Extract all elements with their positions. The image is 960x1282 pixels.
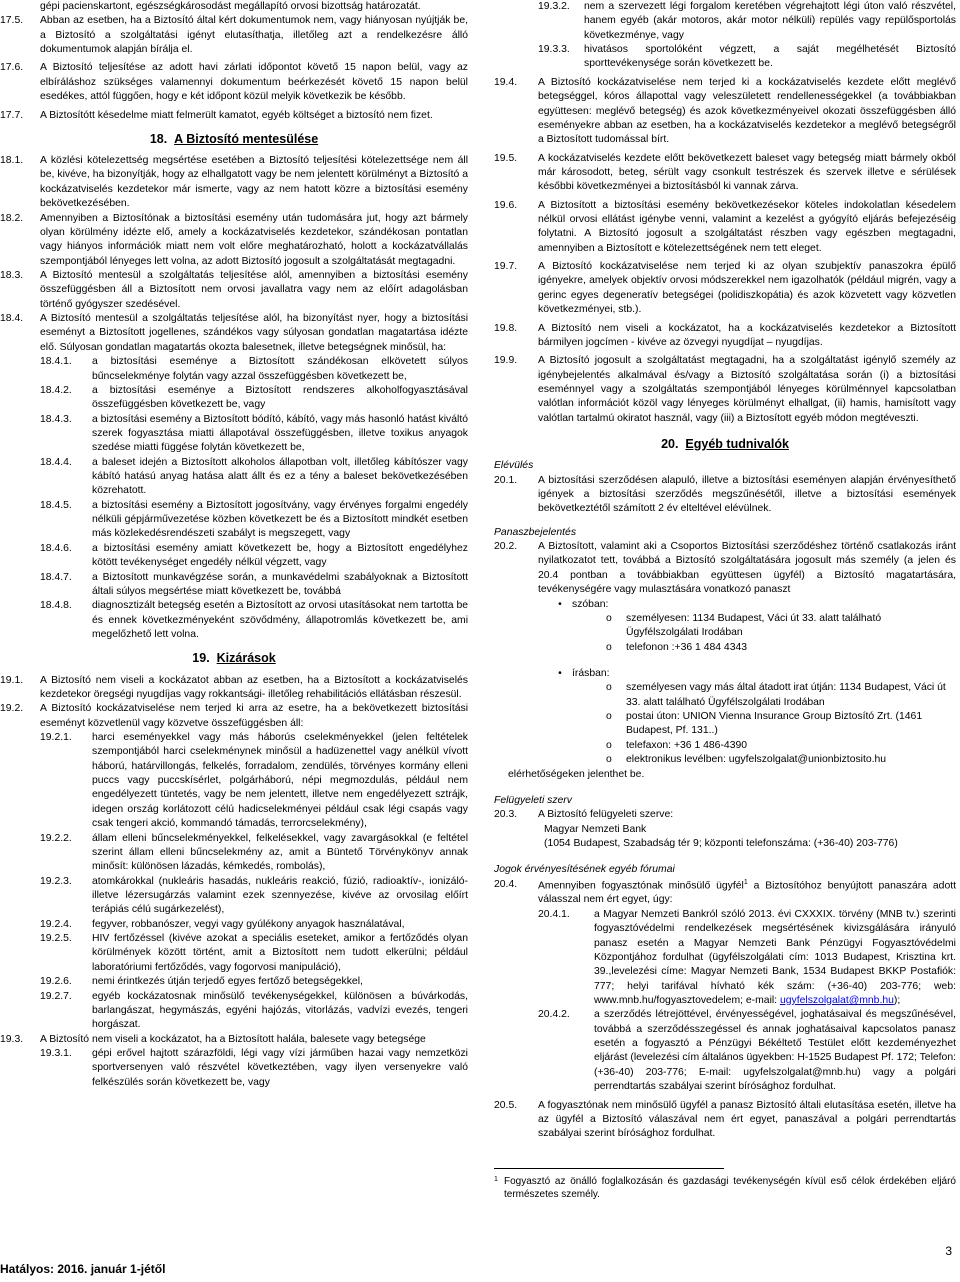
- sub-item: 19.2.6. nemi érintkezés útján terjedő egyes fertőző betegségekkel,: [40, 976, 363, 988]
- list-item: o személyesen vagy más által átadott irat útján: 1134 Budapest, Váci út 33. alatt található Ügyfélszolgálati Irodában: [606, 682, 946, 708]
- clause-20-3: 20.3. A Biztosító felügyeleti szerve:: [494, 809, 674, 821]
- sub-item: 19.2.2. állam elleni bűncselekményekkel, felkelésekkel, vagy zavargásokkal (e feltétel szerint állam elleni bűncselekmény az, amit a Büntető Törvénykönyv annak minősít: különösen lázadás, kémkedés, rombolás),: [40, 832, 468, 873]
- complaint-channels: [494, 598, 956, 768]
- section-20-heading: 20. Egyéb tudnivalók: [661, 437, 789, 452]
- clause-19-6: 19.6. A Biztosított a biztosítási esemény bekövetkezésekor köteles indokolatlan késedelem nélkül orvosi ellátást igénybe venni, valamint a kezelést a gyógyító eljárás befejezéséig folytatni. A Biztosító jogosult a szolgáltatást részben vagy egészben megtagadni, amennyiben a Biztosított e kötelezettségének nem tett eleget.: [494, 199, 956, 254]
- right-column: [494, 0, 956, 1282]
- mnb-email-link[interactable]: ugyfelszolgalat@mnb.hu: [779, 995, 894, 1006]
- sub-item: 19.3.3. hivatásos sportolóként végzett, a saját megélhetését Biztosító sporttevékenysége során következett be.: [538, 44, 956, 70]
- sub-item: 19.2.1. harci eseményekkel vagy más háborús cselekményekkel (jelen feltételek szempontjából harci cselekménynek minősül a hadüzenettel vagy anélkül vívott háború, határvillongás, felkelés, forradalom, zendülés, törvényes kormány elleni puccs vagy puccskísérlet, polgárháború, népi megmozdulás, például nem engedélyezett tüntetés, vagy be nem jelentett, illetve nem engedélyezett sztrájk, idegen ország korlátozott célú hadicselekményei például csak légi csapás vagy csak tengeri akció, kommandó támadás, terrorcselekmény),: [40, 732, 468, 830]
- clause-18-4: 18.4. A Biztosító mentesül a szolgáltatás teljesítése alól, ha bizonyítást nyer, hogy a biztosítási eseményt a Biztosított jogellenes, szándékos vagy súlyosan gondatlan magatartása idézte elő. Súlyosan gondatlan magatartás okozta balesetnek, illetve betegségnek minősül, ha:: [0, 313, 468, 353]
- clause-18-1: 18.1. A közlési kötelezettség megsértése esetében a Biztosító teljesítési kötelezettsége nem áll be, kivéve, ha bizonyítják, hogy az elhallgatott vagy be nem jelentett körülményt a Biztosító a kockázatviselés kezdetekor már ismerte, vagy az nem hatott közre a biztosítási esemény bekövetkezésében.: [0, 155, 468, 210]
- panaszbejelentes-heading: Panaszbejelentés: [494, 526, 577, 538]
- sub-item: 19.2.5. HIV fertőzéssel (kivéve azokat a speciális eseteket, amikor a fertőződés olyan körülmények között történt, amit a Biztosított nem tudott elkerülni; például laboratóriumi fertőződés, vagy fogorvosi manipuláció),: [40, 933, 468, 973]
- clause-19-4: 19.4. A Biztosító kockázatviselése nem terjed ki a kockázatviselés kezdete előtt meglévő betegséggel, kóros állapottal vagy veleszületett rendellenességekkel (a továbbiakban együttesen: meglévő betegség) és azok következményeivel okozati összefüggésben álló eseményekre abban az esetben, ha a kockázatviselés kezdetekor a meglévő betegségről a Biztosított tudomással bírt.: [494, 76, 956, 146]
- clause-20-5: 20.5. A fogyasztónak nem minősülő ügyfél a panasz Biztosító általi elutasítása esetén, illetve ha az ügyfél a Biztosító válaszával nem ért egyet, panaszával a polgári perrendtartás szabályai szerint bírósághoz fordulhat.: [494, 1099, 956, 1140]
- clause-19-8: 19.8. A Biztosító nem viseli a kockázatot, ha a kockázatviselés kezdetekor a Biztosított bármilyen jogcímen - kivéve az özvegyi nyugdíjat – nyugdíjas.: [494, 322, 956, 348]
- footnote: 1 Fogyasztó az önálló foglalkozásán és gazdasági tevékenységén kívül eső célok érdekében eljáró természetes személy.: [494, 1175, 956, 1201]
- clause-20-4-1: 20.4.1. a Magyar Nemzeti Bankról szóló 2013. évi CXXXIX. törvény (MNB tv.) szerinti fogyasztóvédelmi rendelkezések megsértésének kivizsgálására irányuló panasz esetén a Magyar Nemzeti Bank Pénzügyi Fogyasztóvédelmi Központjához fordulhat (ügyfélszolgálati cím: 1013 Budapest, Krisztina krt. 39.,levelezési címe: Magyar Nemzeti Bank, 1534 Budapest BKKP Postafiók: 777; helyi tarifával hívható kék szám: (+36-40) 203-776; web: www.mnb.hu/fogyasztovedelem; e-mail: ugyfelszolgalat@mnb.hu);: [538, 908, 956, 1006]
- clause-19-7: 19.7. A Biztosító kockázatviselése nem terjed ki az olyan szubjektív panaszokra épülő igényekre, amelyek objektív orvosi módszerekkel nem igazolhatók (például migrén, vagy a gerinc egyes degeneratív betegségei (polidiszkopátia) és azok közvetett vagy közvetlen következményei, stb.).: [494, 261, 956, 316]
- sub-item: 19.2.4. fegyver, robbanószer, vegyi vagy gyúlékony anyagok használatával,: [40, 918, 405, 930]
- clause-17-5: 17.5. Abban az esetben, ha a Biztosító által kért dokumentumok nem, vagy hiányosan nyújtják be, a Biztosító a szolgáltatási igényt elutasíthatja, illetőleg azt a rendelkezésre álló dokumentumok alapján bírálja el.: [0, 15, 468, 56]
- list-item: o személyesen: 1134 Budapest, Váci út 33. alatt található Ügyfélszolgálati Irodában: [606, 612, 882, 639]
- elerhetosegek-text: elérhetőségeken jelenthet be.: [508, 768, 645, 780]
- sub-item: 19.3.1. gépi erővel hajtott szárazföldi, légi vagy vízi járműben hazai vagy nemzetközi sportversenyen való részvétel következtében, vagy ilyen versenyekre való felkészülés során következett be, vagy: [40, 1047, 468, 1088]
- sub-item: 18.4.2. a biztosítási eseménye a Biztosított rendszeres alkoholfogyasztásával összefüggésben következett be, vagy: [40, 384, 468, 411]
- elevules-heading: Elévülés: [494, 460, 534, 472]
- clause-19-9: 19.9. A Biztosító jogosult a szolgáltatást megtagadni, ha a szolgáltatást igénylő személy az igénybejelentés alkalmával és/vagy a Biztosító szolgáltatása során (i) a biztosítási eseménnyel vagy a szolgáltatás szempontjából lényeges körülménnyel kapcsolatban valótlan információt közöl vagy lényeges körülményt elhallgat, (ii) hamis, hamisított vagy valótlan tartalmú okiratot használ, vagy (iii) a Biztosított egyéb módon megtéveszti.: [494, 355, 956, 424]
- clause-19-5: 19.5. A kockázatviselés kezdete előtt bekövetkezett baleset vagy betegség miatt bármely okból már károsodott, beteg, sérült vagy csonkult testrészek és szervek illetve e sérülések későbbi következményei a biztosításból ki vannak zárva.: [494, 152, 956, 193]
- clause-20-2: 20.2. A Biztosított, valamint aki a Csoportos Biztosítási szerződéshez történő csatlakozás iránt nyilatkozatot tett, továbbá a Biztosító szolgáltatására jogosult más személy (a jelen és 20.4 pontban a továbbiakban együttesen ügyfél) a Biztosító magatartására, tevékenységére vagy mulasztására vonatkozó panaszt: [494, 541, 956, 596]
- sub-item: 19.3.2. nem a szervezett légi forgalom keretében végrehajtott légi úton való részvétel, hanem egyéb (akár motoros, akár motor nélküli) repülés vagy repülősportolás következménye, vagy: [538, 1, 956, 41]
- mnb-address: (1054 Budapest, Szabadság tér 9; központi telefonszáma: (+36-40) 203-776): [544, 837, 898, 849]
- clause-17-7: 17.7. A Biztosítótt késedelme miatt felmerült kamatot, egyéb költséget a biztosító nem fizet.: [0, 109, 433, 121]
- sub-item: 18.4.8. diagnosztizált betegség esetén a Biztosított az orvosi utasításokat nem tartotta be és ennek következményeként szövődmény, állapotromlás következett be, ami megelőzhető lett volna.: [40, 600, 468, 640]
- effective-date-footer: Hatályos: 2016. január 1-jétől: [0, 1262, 166, 1277]
- list-item: o telefaxon: +36 1 486-4390: [606, 739, 748, 751]
- list-item: o elektronikus levélben: ugyfelszolgalat@unionbiztosito.hu: [606, 754, 887, 766]
- list-item: o postai úton: UNION Vienna Insurance Group Biztosító Zrt. (1461 Budapest, Pf. 131..): [606, 711, 923, 737]
- clause-18-4-subitems: [0, 355, 468, 642]
- mnb-name: Magyar Nemzeti Bank: [544, 823, 647, 835]
- footnote-divider: [494, 1168, 724, 1169]
- sub-item: 18.4.1. a biztosítási eseménye a Biztosított szándékosan elkövetett súlyos bűncselekménye folytán vagy azzal összefüggésben következett be,: [40, 356, 468, 382]
- jogok-heading: Jogok érvényesítésének egyéb fórumai: [494, 864, 675, 876]
- intro-paragraph: gépi pacienskartont, egészségkárosodást megállapító orvosi bizottság határozatát.: [40, 1, 421, 12]
- clause-17-6: 17.6. A Biztosító teljesítése az adott havi zárlati időpontot követő 15 napon belül, vagy az elbíráláshoz szükséges valamennyi dokumentum beérkezését követő 15 napon belül esedékes, attól függően, hogy e két időpont közül melyik következik be később.: [0, 62, 468, 103]
- clause-20-4: 20.4. Amennyiben fogyasztónak minősülő ügyfél$^1$ a Biztosítóhoz benyújtott panaszára adott válasszal nem ért egyet, úgy:: [494, 878, 956, 906]
- footnote-ref: 1: [743, 878, 748, 886]
- sub-item: 18.4.3. a biztosítási esemény a Biztosított bódító, kábító, vagy más hasonló hatást kiváltó szerek fogyasztása miatti állapotával összefüggésben, illetve toxikus anyagok szedése miatti függése folytán következett be,: [40, 413, 468, 454]
- clause-19-1: 19.1. A Biztosító nem viseli a kockázatot abban az esetben, ha a Biztosított a kockázatviselés kezdetekor öregségi nyugdíjas vagy rokkantsági- illetőleg rehabilitációs ellátásban részesül.: [0, 674, 468, 700]
- felugyeleti-heading: Felügyeleti szerv: [494, 794, 572, 806]
- clause-19-2: 19.2. A Biztosító kockázatviselése nem terjed ki arra az esetre, ha a bekövetkezett biztosítási eseményt közvetlenül vagy közvetve összefüggésben áll:: [0, 703, 468, 729]
- list-item: o telefonon :+36 1 484 4343: [606, 641, 748, 653]
- sub-item: 18.4.5. a biztosítási esemény a Biztosított jogosítvány, vagy érvényes forgalmi engedély nélküli gépjárművezetése közben következett be és a Biztosított mindkét esetben más közlekedésrendészeti szabályt is megszegett, vagy: [40, 499, 468, 540]
- section-19-heading: 19. Kizárások: [192, 651, 276, 666]
- szoban-list: [554, 612, 956, 655]
- section-18-heading: 18. A Biztosító mentesülése: [149, 131, 319, 146]
- sub-item: 18.4.6. a biztosítási esemény amiatt következett be, hogy a Biztosított engedélyhez kötött tevékenységet engedély nélkül végzett, vagy: [40, 542, 468, 569]
- bullet-irasban: • írásban:: [558, 667, 610, 679]
- bullet-szoban: • szóban:: [558, 598, 609, 610]
- page-number: 3: [945, 1244, 952, 1259]
- clause-20-4-2: 20.4.2. a szerződés létrejöttével, érvényességével, joghatásaival és megszűnésével, továbbá a szerződésszegéssel és annak joghatásaival kapcsolatos panasz esetén a fogyasztó a Pénzügyi Békéltető Testület előtt kezdeményezhet eljárást (levelezési cím általános ügyekben: H-1525 Budapest Pf. 172; Telefon: (+36-40) 203-776; E-mail: ugyfelszolgalat@mnb.hu) vagy a polgári perrendtartás szabályai szerint bírósághoz fordulhat.: [538, 1009, 956, 1093]
- clause-19-3: 19.3. A Biztosító nem viseli a kockázatot, ha a Biztosított halála, balesete vagy betegsége: [0, 1033, 426, 1045]
- sub-item: 18.4.7. a Biztosított munkavégzése során, a munkavédelmi szabályoknak a Biztosított általi súlyos megsértése miatt következett be, továbbá: [40, 571, 468, 597]
- sub-item: 19.2.7. egyéb kockázatosnak minősülő tevékenységekkel, különösen a búvárkodás, barlangászat, hegymászás, egyéni hajózás, vitorlázás, vadvízi evezés, tengeri horgászat.: [40, 990, 468, 1031]
- sub-item: 18.4.4. a baleset idején a Biztosított alkoholos állapotban volt, illetőleg kábítószer vagy kábító hatású anyag hatása alatt állt és ez a tény a baleset bekövetkezésében közrehatott.: [40, 456, 468, 497]
- left-column: [0, 0, 468, 1282]
- clause-20-1: 20.1. A biztosítási szerződésen alapuló, illetve a biztosítási eseményen alapján érvényesíthető igények a biztosítási szerződés megszűnésétől, illetve a biztosítási események bekövetkeztétől számított 2 év elteltével elévülnek.: [494, 474, 956, 515]
- clause-19-2-subitems: [0, 731, 468, 1033]
- clause-18-2: 18.2. Amennyiben a Biztosítónak a biztosítási esemény után tudomására jut, hogy azt bármely olyan körülmény idézte elő, amely a kockázatviselés kezdetekor, szándékosan pontatlan vagy hiányos információk miatt nem volt előre meghatározható, holott a kockázatvállalás szempontjából lényeges lett volna, az adott Biztosító jogosult a szolgáltatását megtagadni.: [0, 212, 468, 267]
- clause-18-3: 18.3. A Biztosító mentesül a szolgáltatás teljesítése alól, amennyiben a biztosítási esemény összefüggésben áll a Biztosított nem orvosi javallatra vagy nem az előírt adagolásban történő gyógyszer szedésével.: [0, 270, 468, 310]
- irasban-list: [554, 681, 956, 767]
- sub-item: 19.2.3. atomkárokkal (nukleáris hasadás, nukleáris reakció, fúzió, radioaktív-, ionizáló- illetve lézersugárzás valamint ezek szennyezése, kivéve az orvosilag előírt terápiás célú sugárkezelést),: [40, 875, 468, 916]
